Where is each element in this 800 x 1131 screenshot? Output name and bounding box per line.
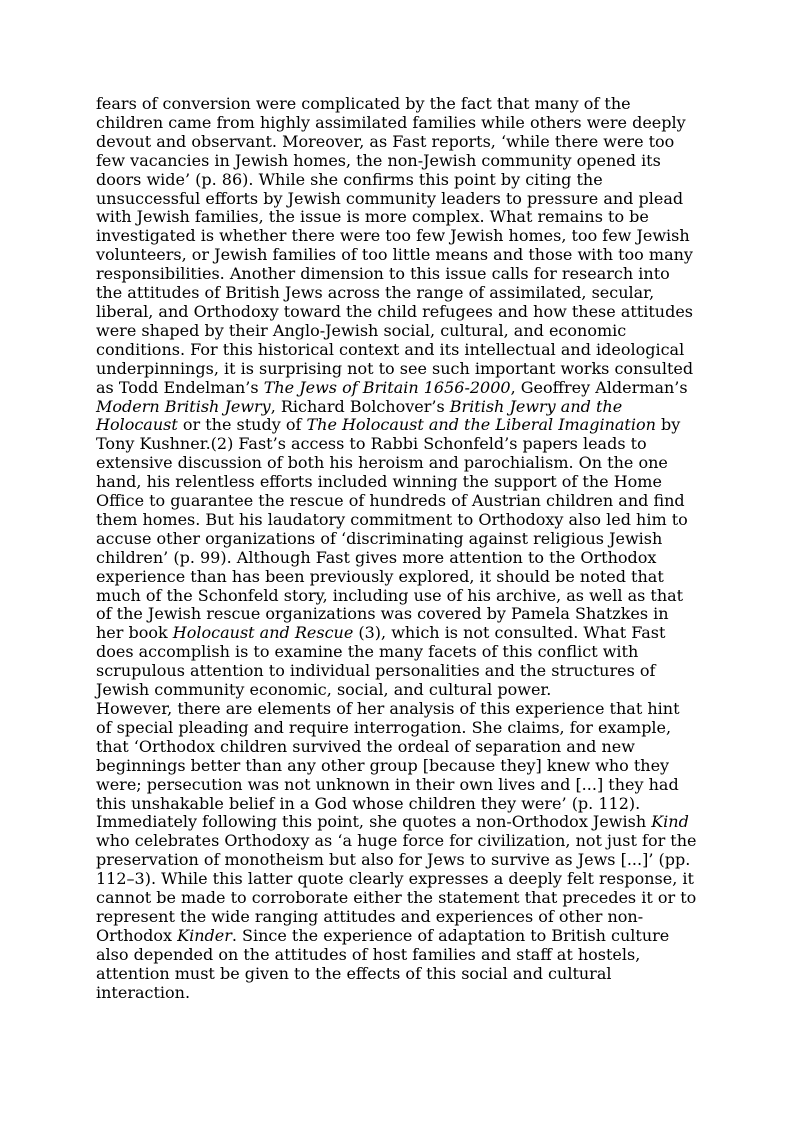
text-segment: preservation of monotheism but also for Jews to survive as Jews [...]’ (pp. [96,850,691,870]
paragraph [96,95,706,700]
text-segment: by [655,415,681,435]
text-segment: or the study of [177,415,307,435]
text-line [96,757,706,776]
italic-title: Modern British Jewry [96,396,271,416]
text-segment: Immediately following this point, she quotes a non-Orthodox Jewish [96,812,652,832]
text-line [96,454,706,473]
italic-title: Kinder [177,925,232,945]
text-segment: of the Jewish rescue organizations was covered by Pamela Shatzkes in [96,604,669,624]
text-segment: However, there are elements of her analysis of this experience that hint [96,699,680,718]
text-segment: scrupulous attention to individual personalities and the structures of [96,661,656,681]
text-segment: of special pleading and require interrogation. She claims, for example, [96,717,672,737]
text-segment: them homes. But his laudatory commitment to Orthodoxy also led him to [96,509,688,529]
text-line [96,946,706,965]
text-line [96,851,706,870]
text-segment: as Todd Endelman’s [96,377,264,397]
italic-title: Holocaust and Rescue [172,623,354,643]
text-line [96,719,706,738]
text-segment: 112–3). While this latter quote clearly expresses a deeply felt response, it [96,869,694,889]
text-line [96,284,706,303]
text-segment: the attitudes of British Jews across the range of assimilated, secular, [96,283,655,303]
text-line [96,908,706,927]
text-segment: conditions. For this historical context and its intellectual and ideological [96,339,685,359]
text-segment: Jewish community economic, social, and cultural power. [96,680,552,700]
document-page [96,95,706,1003]
text-segment: Tony Kushner.(2) Fast’s access to Rabbi Schonfeld’s papers leads to [96,434,647,454]
text-line [96,605,706,624]
text-segment: this unshakable belief in a God whose children they were’ (p. 112). [96,793,641,813]
text-line [96,114,706,133]
text-segment: (3), which is not consulted. What Fast [353,623,666,643]
text-segment: much of the Schonfeld story, including use of his archive, as well as that [96,585,684,605]
text-segment: children came from highly assimilated families while others were deeply [96,112,686,132]
text-line [96,492,706,511]
text-segment: beginnings better than any other group [because they] knew who they [96,755,670,775]
text-segment: who celebrates Orthodoxy as ‘a huge force for civilization, not just for the [96,831,697,851]
text-line [96,776,706,795]
text-segment: attention must be given to the effects of this social and cultural [96,963,612,983]
text-line [96,246,706,265]
text-segment: liberal, and Orthodoxy toward the child refugees and how these attitudes [96,301,693,321]
text-segment: her book [96,623,173,643]
text-line [96,984,706,1003]
italic-title: British Jewry and the [449,396,623,416]
text-segment: accuse other organizations of ‘discriminating against religious Jewish [96,528,663,548]
text-line [96,265,706,284]
text-line [96,832,706,851]
text-line [96,416,706,435]
text-segment: volunteers, or Jewish families of too little means and those with too many [96,245,693,265]
italic-title: Kind [651,812,689,832]
text-segment: experience than has been previously explored, it should be noted that [96,566,664,586]
text-line [96,530,706,549]
text-line [96,643,706,662]
text-line [96,511,706,530]
text-line [96,360,706,379]
text-line [96,549,706,568]
text-segment: cannot be made to corroborate either the statement that precedes it or to [96,888,697,908]
text-line [96,152,706,171]
text-line [96,889,706,908]
text-line [96,473,706,492]
text-line [96,303,706,322]
text-segment: interaction. [96,982,191,1002]
text-line [96,322,706,341]
body-text [96,95,706,1003]
text-segment: , Richard Bolchover’s [270,396,450,416]
text-segment: extensive discussion of both his heroism and parochialism. On the one [96,453,668,473]
italic-title: Holocaust [96,415,178,435]
text-line [96,398,706,417]
paragraph [96,700,706,1003]
italic-title: The Holocaust and the Liberal Imagination [306,415,656,435]
text-line [96,171,706,190]
text-segment: investigated is whether there were too few Jewish homes, too few Jewish [96,226,690,246]
text-segment: that ‘Orthodox children survived the ordeal of separation and new [96,736,635,756]
text-segment: few vacancies in Jewish homes, the non-Jewish community opened its [96,150,661,170]
text-line [96,133,706,152]
text-segment: were shaped by their Anglo-Jewish social, cultural, and economic [96,320,627,340]
text-segment: with Jewish families, the issue is more complex. What remains to be [96,207,649,227]
text-line [96,341,706,360]
text-segment: . Since the experience of adaptation to British culture [231,925,670,945]
text-line [96,190,706,209]
text-segment: represent the wide ranging attitudes and experiences of other non- [96,906,644,926]
text-line [96,95,706,114]
text-segment: fears of conversion were complicated by the fact that many of the [96,94,631,113]
text-line [96,435,706,454]
text-segment: doors wide’ (p. 86). While she confirms this point by citing the [96,169,603,189]
text-line [96,227,706,246]
text-line [96,870,706,889]
text-line [96,813,706,832]
text-line [96,927,706,946]
text-segment: underpinnings, it is surprising not to see such important works consulted [96,358,694,378]
text-line [96,379,706,398]
text-line [96,681,706,700]
text-line [96,568,706,587]
text-line [96,587,706,606]
text-line [96,662,706,681]
text-segment: Office to guarantee the rescue of hundreds of Austrian children and find [96,491,685,511]
text-segment: children’ (p. 99). Although Fast gives more attention to the Orthodox [96,547,657,567]
text-line [96,700,706,719]
text-segment: responsibilities. Another dimension to this issue calls for research into [96,264,670,284]
text-line [96,738,706,757]
text-line [96,965,706,984]
text-line [96,795,706,814]
text-segment: hand, his relentless efforts included winning the support of the Home [96,472,662,492]
text-segment: also depended on the attitudes of host families and staff at hostels, [96,944,641,964]
text-segment: does accomplish is to examine the many facets of this conflict with [96,642,639,662]
text-segment: devout and observant. Moreover, as Fast reports, ‘while there were too [96,131,675,151]
italic-title: The Jews of Britain 1656-2000 [263,377,511,397]
text-line [96,208,706,227]
text-segment: Orthodox [96,925,178,945]
text-line [96,624,706,643]
text-segment: , Geoffrey Alderman’s [510,377,688,397]
text-segment: were; persecution was not unknown in their own lives and [...] they had [96,774,679,794]
text-segment: unsuccessful efforts by Jewish community leaders to pressure and plead [96,188,684,208]
